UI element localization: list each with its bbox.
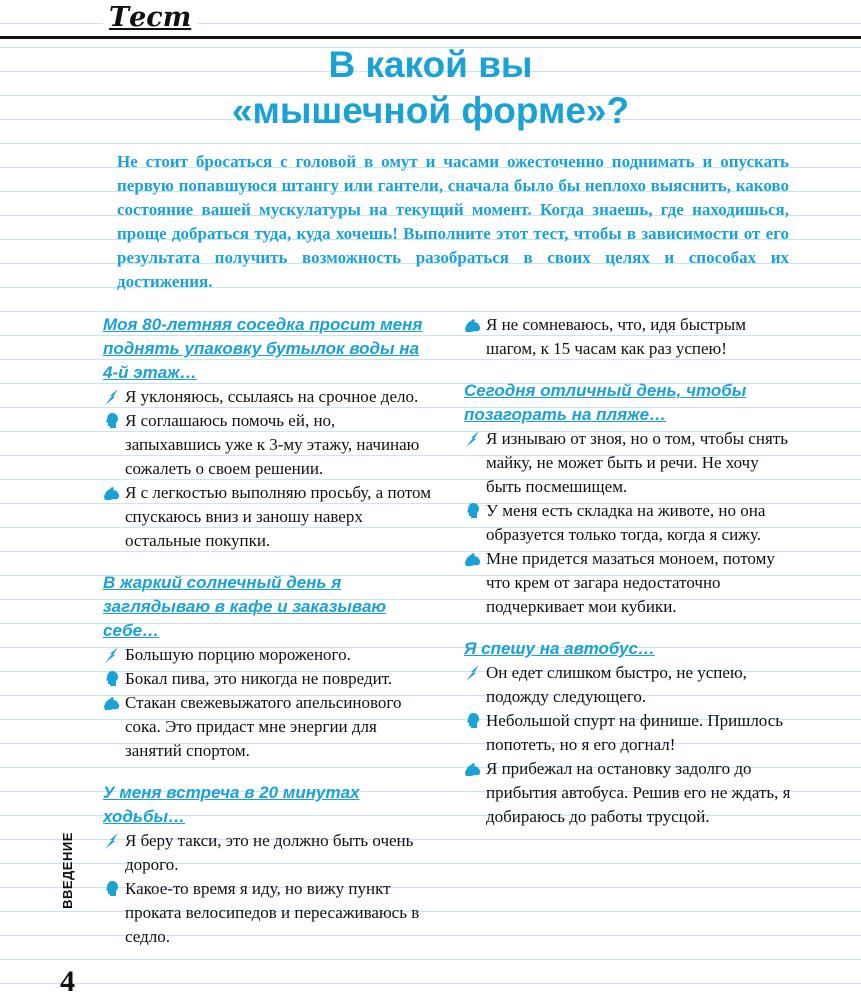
head-icon <box>103 669 121 689</box>
answer-text: Бокал пива, это никогда не повредит. <box>125 669 393 688</box>
answer-text: Он едет слишком быстро, не успею, подожду следующего. <box>486 663 747 706</box>
muscle-arm-icon <box>464 759 482 779</box>
answer-option <box>103 667 433 691</box>
answer-option <box>103 877 433 949</box>
title-line-1: В какой вы <box>328 44 533 85</box>
answer-option <box>464 757 794 829</box>
lightning-icon <box>103 387 121 407</box>
question-title: Моя 80-летняя соседка просит меня поднять упаковку бутылок воды на 4-й этаж… <box>103 315 423 382</box>
answer-text: Я с легкостью выполняю просьбу, а потом спускаюсь вниз и заношу наверх остальные покупки. <box>125 483 431 550</box>
question-3 <box>103 781 433 949</box>
muscle-arm-icon <box>464 549 482 569</box>
answer-option <box>464 313 794 361</box>
answer-option <box>464 427 794 499</box>
question-title: В жаркий солнечный день я заглядываю в кафе и заказываю себе… <box>103 573 387 640</box>
answer-text: Небольшой спурт на финише. Пришлось попотеть, но я его догнал! <box>486 711 784 754</box>
answer-text: Я беру такси, это не должно быть очень дорого. <box>125 831 414 874</box>
answer-text: Большую порцию мороженого. <box>125 645 351 664</box>
head-icon <box>103 411 121 431</box>
question-4 <box>464 379 794 619</box>
answer-text: Я уклоняюсь, ссылаясь на срочное дело. <box>125 387 419 406</box>
section-tag: Тест <box>103 0 197 36</box>
answer-text: Мне придется мазаться моноем, потому что крем от загара недостаточно подчеркивает мои кубики. <box>486 549 775 616</box>
muscle-arm-icon <box>464 315 482 335</box>
left-column <box>103 313 433 967</box>
page-number: 4 <box>60 965 75 998</box>
muscle-arm-icon <box>103 483 121 503</box>
answer-option <box>103 643 433 667</box>
answer-text: Стакан свежевыжатого апельсинового сока. Это придаст мне энергии для занятий спортом. <box>125 693 402 760</box>
answer-option <box>103 829 433 877</box>
answer-option <box>103 385 433 409</box>
page-title <box>0 42 861 134</box>
intro-paragraph: Не стоит бросаться с головой в омут и часами ожесточенно поднимать и опускать первую попавшуюся штангу или гантели, сначала было бы неплохо выяснить, каково состояние вашей мускулатуры на текущий момент. Когда знаешь, где находишься, проще добраться туда, куда хочешь! Выполните этот тест, чтобы в зависимости от его результата получить возможность разобраться в своих целях и способах их достижения. <box>117 152 789 291</box>
lightning-icon <box>464 429 482 449</box>
question-title: Сегодня отличный день, чтобы позагорать на пляже… <box>464 381 747 424</box>
answer-text: У меня есть складка на животе, но она образуется только тогда, когда я сижу. <box>486 501 766 544</box>
head-icon <box>464 501 482 521</box>
question-1 <box>103 313 433 553</box>
head-icon <box>103 879 121 899</box>
answer-text: Я прибежал на остановку задолго до прибытия автобуса. Решив его не ждать, я добираюсь до работы трусцой. <box>486 759 791 826</box>
lightning-icon <box>464 663 482 683</box>
question-title: У меня встреча в 20 минутах ходьбы… <box>103 783 360 826</box>
muscle-arm-icon <box>103 693 121 713</box>
answer-option <box>103 481 433 553</box>
answer-option <box>464 661 794 709</box>
answer-option <box>464 709 794 757</box>
question-5 <box>464 637 794 829</box>
section-side-tab <box>56 831 78 909</box>
answer-text: Какое-то время я иду, но вижу пункт проката велосипедов и пересаживаюсь в седло. <box>125 879 420 946</box>
title-line-2: «мышечной форме»? <box>231 90 630 131</box>
answer-option <box>464 547 794 619</box>
section-side-label: ВВЕДЕНИЕ <box>59 831 75 909</box>
answer-text: Я соглашаюсь помочь ей, но, запыхавшись уже к 3-му этажу, начинаю сожалеть о своем решении. <box>125 411 420 478</box>
header-rule <box>0 36 861 39</box>
lightning-icon <box>103 645 121 665</box>
answer-text: Я не сомневаюсь, что, идя быстрым шагом, к 15 часам как раз успею! <box>486 315 746 358</box>
question-2 <box>103 571 433 763</box>
question-3-continued <box>464 313 794 361</box>
right-column <box>464 313 794 847</box>
question-title: Я спешу на автобус… <box>464 639 655 658</box>
head-icon <box>464 711 482 731</box>
lightning-icon <box>103 831 121 851</box>
answer-text: Я изнываю от зноя, но о том, чтобы снять майку, не может быть и речи. Не хочу быть посмешищем. <box>486 429 788 496</box>
answer-option <box>103 409 433 481</box>
answer-option <box>103 691 433 763</box>
answer-option <box>464 499 794 547</box>
